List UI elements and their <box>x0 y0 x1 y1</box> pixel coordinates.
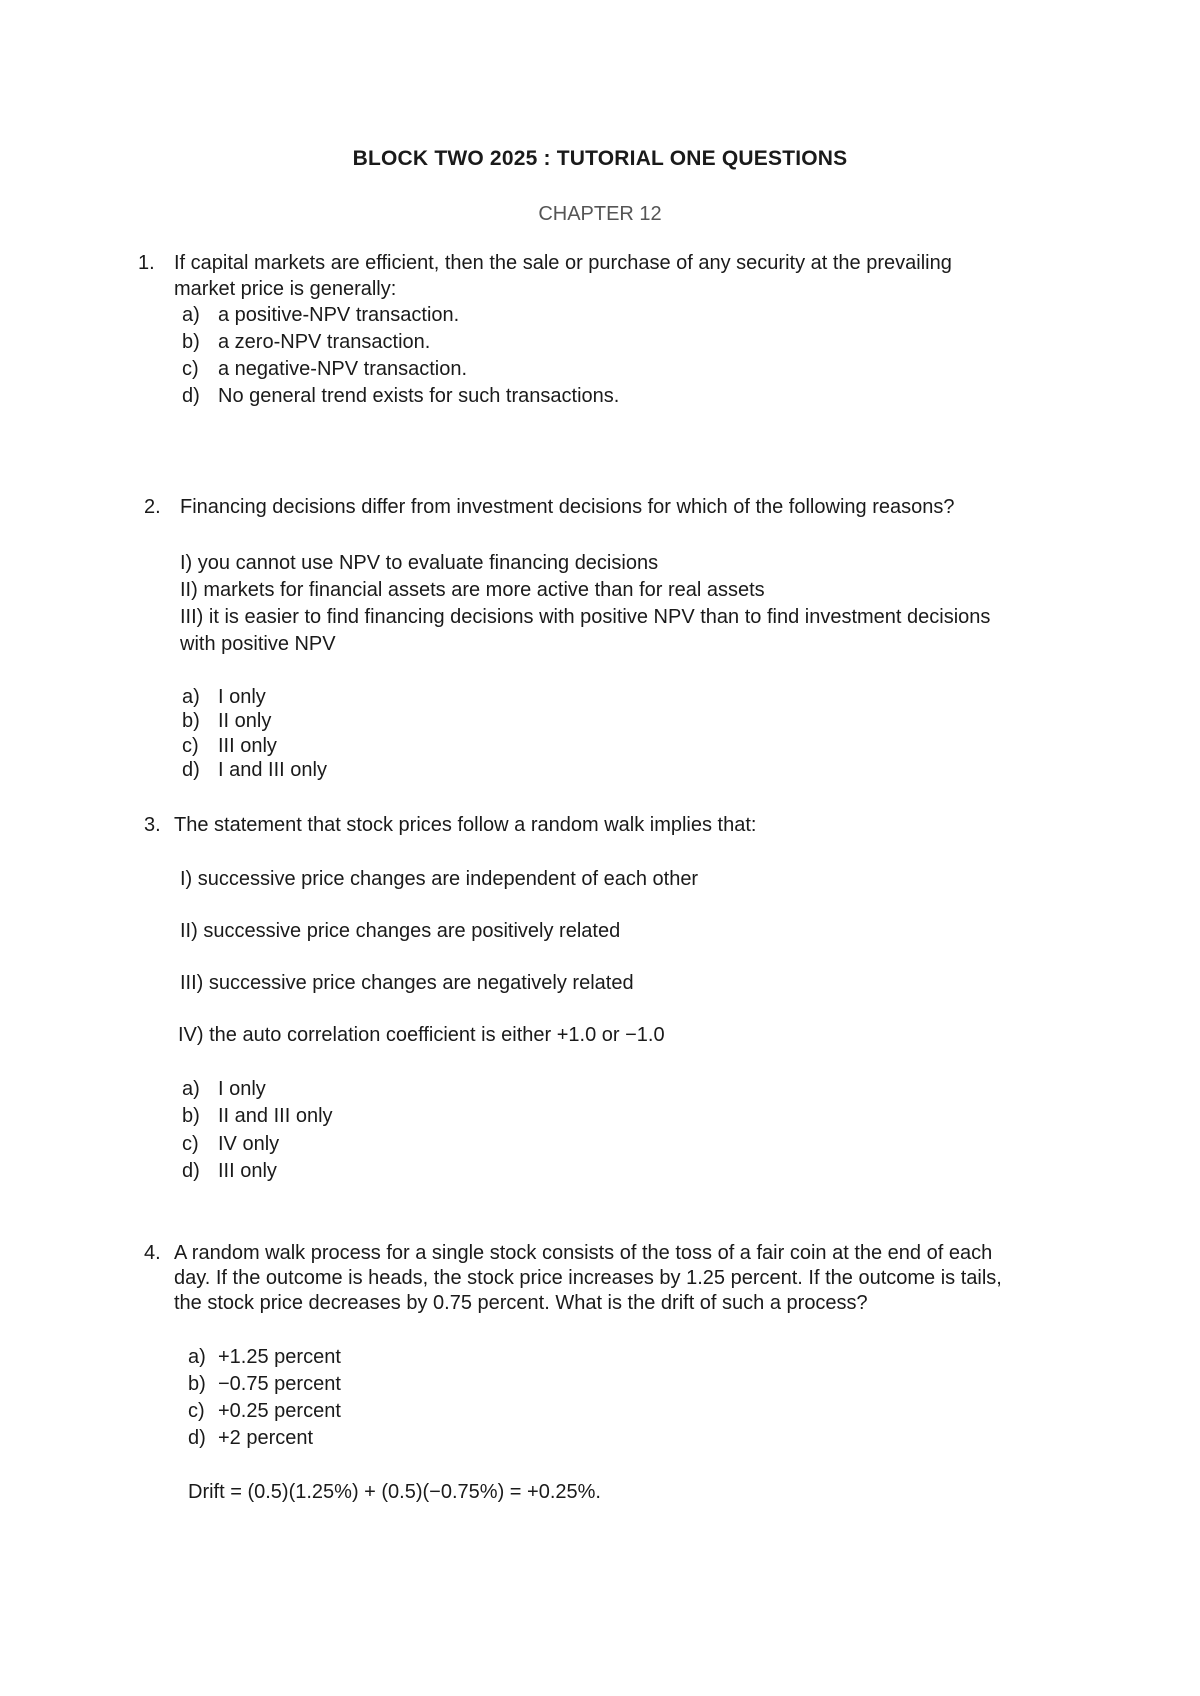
question-text: The statement that stock prices follow a random walk implies that: <box>174 814 757 836</box>
answer-option: b) a zero-NPV transaction. <box>182 331 431 353</box>
statement: with positive NPV <box>180 633 336 655</box>
question-text: market price is generally: <box>174 278 397 300</box>
answer-explanation: Drift = (0.5)(1.25%) + (0.5)(−0.75%) = +0.25%. <box>188 1481 601 1503</box>
statement: III) it is easier to find financing decisions with positive NPV than to find investment decisions <box>180 606 991 628</box>
answer-option: a) +1.25 percent <box>188 1346 341 1368</box>
statement: III) successive price changes are negatively related <box>180 972 634 994</box>
question-text: If capital markets are efficient, then the sale or purchase of any security at the prevailing <box>174 252 952 274</box>
question-text: Financing decisions differ from investment decisions for which of the following reasons? <box>180 496 955 518</box>
question-number: 2. <box>144 496 161 518</box>
answer-option: a) I only <box>182 1078 266 1100</box>
answer-option: c) +0.25 percent <box>188 1400 341 1422</box>
answer-option: a) I only <box>182 686 266 708</box>
answer-option: b) −0.75 percent <box>188 1373 341 1395</box>
answer-option: c) a negative-NPV transaction. <box>182 358 468 380</box>
answer-option: b) II and III only <box>182 1105 333 1127</box>
answer-option: c) III only <box>182 735 277 757</box>
answer-option: b) II only <box>182 710 272 732</box>
chapter-heading: CHAPTER 12 <box>538 203 662 225</box>
statement: I) successive price changes are independent of each other <box>180 868 699 890</box>
question-text: A random walk process for a single stock consists of the toss of a fair coin at the end of each <box>174 1242 993 1264</box>
answer-option: d) I and III only <box>182 759 327 781</box>
question-text: the stock price decreases by 0.75 percent. What is the drift of such a process? <box>174 1292 868 1314</box>
answer-option: a) a positive-NPV transaction. <box>182 304 460 326</box>
page-title: BLOCK TWO 2025 : TUTORIAL ONE QUESTIONS <box>352 147 848 170</box>
statement: II) successive price changes are positively related <box>180 920 621 942</box>
question-number: 4. <box>144 1242 161 1264</box>
answer-option: d) No general trend exists for such transactions. <box>182 385 620 407</box>
question-text: day. If the outcome is heads, the stock price increases by 1.25 percent. If the outcome is tails, <box>174 1267 1002 1289</box>
statement: I) you cannot use NPV to evaluate financing decisions <box>180 552 659 574</box>
question-number: 3. <box>144 814 161 836</box>
answer-option: d) III only <box>182 1160 277 1182</box>
statement: IV) the auto correlation coefficient is either +1.0 or −1.0 <box>178 1024 665 1046</box>
statement: II) markets for financial assets are more active than for real assets <box>180 579 765 601</box>
answer-option: c) IV only <box>182 1133 280 1155</box>
answer-option: d) +2 percent <box>188 1427 314 1449</box>
question-number: 1. <box>138 252 155 274</box>
